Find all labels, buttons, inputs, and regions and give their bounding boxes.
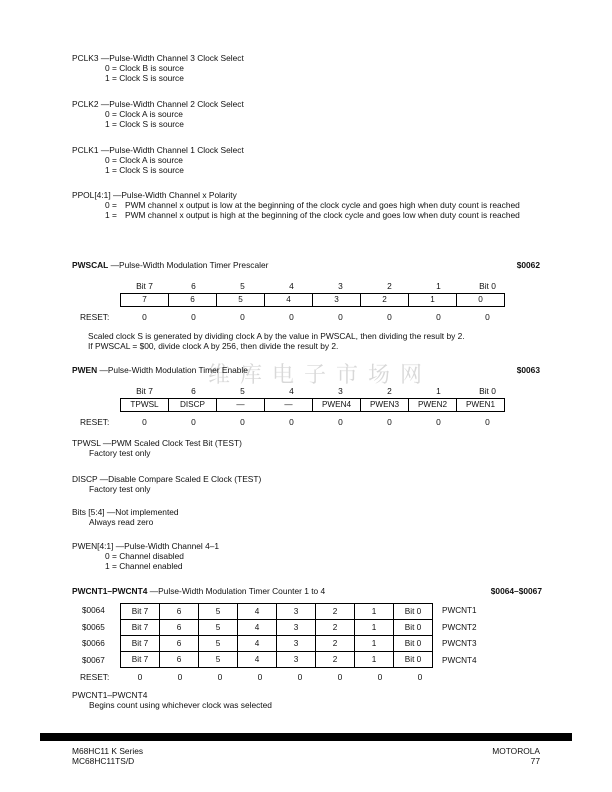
bit-number: 3 xyxy=(338,281,343,291)
register-cell: PWEN4 xyxy=(313,399,361,412)
register-cell: 3 xyxy=(277,636,316,652)
table-row xyxy=(121,652,433,668)
bit-number: Bit 7 xyxy=(136,281,153,291)
reset-value: 0 xyxy=(387,417,392,427)
pwscal-reset-values xyxy=(120,312,512,322)
reset-value: 0 xyxy=(289,417,294,427)
pwcnt-desc: —Pulse-Width Modulation Timer Counter 1 to 4 xyxy=(147,586,326,596)
discp-title: DISCP —Disable Compare Scaled E Clock (TEST) xyxy=(72,474,262,484)
pwscal-bit-numbers xyxy=(120,281,512,291)
bits54-title: Bits [5:4] —Not implemented xyxy=(72,507,179,517)
register-cell: 0 xyxy=(457,294,505,307)
footer-right xyxy=(492,746,540,766)
bit-number: 4 xyxy=(289,386,294,396)
pwen-reset-label: RESET: xyxy=(80,417,110,427)
pclk1-title: PCLK1 —Pulse-Width Channel 1 Clock Select xyxy=(72,145,244,155)
pwscal-register xyxy=(120,293,505,307)
pwscal-reset-label: RESET: xyxy=(80,312,110,322)
register-cell: 6 xyxy=(160,652,199,668)
pwcnt-row-address: $0066 xyxy=(82,639,105,648)
bit-number: 1 xyxy=(436,281,441,291)
pwcnt-address: $0064–$0067 xyxy=(490,586,542,596)
register-cell: DISCP xyxy=(169,399,217,412)
reset-value: 0 xyxy=(297,672,303,682)
register-cell: 4 xyxy=(238,620,277,636)
register-cell: 7 xyxy=(121,294,169,307)
ppol-key-0: 0 = xyxy=(105,200,117,210)
reset-value: 0 xyxy=(338,417,343,427)
tpwsl-title: TPWSL —PWM Scaled Clock Test Bit (TEST) xyxy=(72,438,242,448)
reset-value: 0 xyxy=(377,672,383,682)
register-cell: 3 xyxy=(277,620,316,636)
pwen-bits-value-0: 0 = Channel disabled xyxy=(105,551,184,561)
pwen-address: $0063 xyxy=(516,365,540,375)
bits54-body: Always read zero xyxy=(89,517,154,527)
footer-doc-number: MC68HC11TS/D xyxy=(72,756,135,766)
pwcnt-row-name: PWCNT3 xyxy=(442,639,477,648)
pwscal-note-line-1: Scaled clock S is generated by dividing clock A by the value in PWSCAL, then dividing the result by 2. xyxy=(88,331,465,341)
pclk3-value-0: 0 = Clock B is source xyxy=(105,63,184,73)
register-cell: 5 xyxy=(199,636,238,652)
reset-value: 0 xyxy=(289,312,294,322)
pclk2-value-1: 1 = Clock S is source xyxy=(105,119,184,129)
register-cell: PWEN1 xyxy=(457,399,505,412)
register-cell: — xyxy=(265,399,313,412)
register-cell: 2 xyxy=(316,604,355,620)
reset-value: 0 xyxy=(436,417,441,427)
pwcnt-row-name: PWCNT1 xyxy=(442,606,477,615)
register-cell: 4 xyxy=(238,604,277,620)
pwcnt-name: PWCNT1–PWCNT4 xyxy=(72,586,148,596)
ppol-value-1 xyxy=(72,210,542,220)
register-cell: 3 xyxy=(277,652,316,668)
ppol-title: PPOL[4:1] —Pulse-Width Channel x Polarity xyxy=(72,190,237,200)
reset-value: 0 xyxy=(177,672,183,682)
pclk1-section xyxy=(72,145,552,175)
pwen-bits-title: PWEN[4:1] —Pulse-Width Channel 4–1 xyxy=(72,541,220,551)
reset-value: 0 xyxy=(191,312,196,322)
tpwsl-section xyxy=(72,438,552,458)
reset-value: 0 xyxy=(240,417,245,427)
pwcnt-row-address: $0064 xyxy=(82,606,105,615)
register-cell: 5 xyxy=(199,652,238,668)
pclk2-value-0: 0 = Clock A is source xyxy=(105,109,183,119)
pwcnt-note-title: PWCNT1–PWCNT4 xyxy=(72,690,148,700)
register-cell: Bit 0 xyxy=(394,636,433,652)
pclk1-value-0: 0 = Clock A is source xyxy=(105,155,183,165)
ppol-section xyxy=(72,190,542,220)
footer-rule xyxy=(40,733,572,741)
register-cell: TPWSL xyxy=(121,399,169,412)
discp-section xyxy=(72,474,552,494)
register-cell: Bit 0 xyxy=(394,604,433,620)
register-cell: 1 xyxy=(355,652,394,668)
bit-number: Bit 7 xyxy=(136,386,153,396)
register-cell: 4 xyxy=(238,636,277,652)
pclk2-section xyxy=(72,99,552,129)
pwen-name: PWEN xyxy=(72,365,98,375)
table-row xyxy=(121,604,433,620)
pclk3-value-1: 1 = Clock S is source xyxy=(105,73,184,83)
register-cell: PWEN3 xyxy=(361,399,409,412)
watermark: 维库电子市场网 xyxy=(208,363,433,388)
reset-value: 0 xyxy=(142,312,147,322)
register-cell: 3 xyxy=(277,604,316,620)
ppol-value-0 xyxy=(72,200,542,210)
pwcnt-row-name: PWCNT2 xyxy=(442,623,477,632)
register-cell: PWEN2 xyxy=(409,399,457,412)
reset-value: 0 xyxy=(217,672,223,682)
pwscal-address: $0062 xyxy=(516,260,540,270)
register-cell: Bit 0 xyxy=(394,620,433,636)
pwcnt-reset-values xyxy=(120,672,440,682)
register-cell: 5 xyxy=(217,294,265,307)
register-cell: Bit 7 xyxy=(121,620,160,636)
register-cell: 3 xyxy=(313,294,361,307)
register-cell: 4 xyxy=(265,294,313,307)
reset-value: 0 xyxy=(436,312,441,322)
reset-value: 0 xyxy=(485,312,490,322)
table-row xyxy=(121,620,433,636)
register-cell: 6 xyxy=(160,620,199,636)
register-cell: 2 xyxy=(316,620,355,636)
pwcnt-reset-label: RESET: xyxy=(80,672,110,682)
bit-number: 3 xyxy=(338,386,343,396)
register-cell: — xyxy=(217,399,265,412)
reset-value: 0 xyxy=(387,312,392,322)
reset-value: 0 xyxy=(337,672,343,682)
reset-value: 0 xyxy=(240,312,245,322)
table-row xyxy=(121,636,433,652)
bits54-section xyxy=(72,507,552,527)
register-cell: 1 xyxy=(355,636,394,652)
register-cell: 2 xyxy=(361,294,409,307)
pwscal-name: PWSCAL xyxy=(72,260,109,270)
pclk3-section xyxy=(72,53,552,83)
pwcnt-note xyxy=(72,690,552,710)
pwen-heading xyxy=(72,365,540,375)
bit-number: 2 xyxy=(387,386,392,396)
reset-value: 0 xyxy=(417,672,423,682)
bit-number: 4 xyxy=(289,281,294,291)
footer-left xyxy=(72,746,143,766)
ppol-key-1: 1 = xyxy=(105,210,117,220)
ppol-text-0: PWM channel x output is low at the beginning of the clock cycle and goes high when duty count is reached xyxy=(125,200,520,210)
register-cell: Bit 7 xyxy=(121,604,160,620)
register-cell: 1 xyxy=(409,294,457,307)
pwen-reset-values xyxy=(120,417,512,427)
bit-number: 5 xyxy=(240,281,245,291)
register-cell: 5 xyxy=(199,620,238,636)
reset-value: 0 xyxy=(257,672,263,682)
discp-body: Factory test only xyxy=(89,484,151,494)
register-cell: Bit 7 xyxy=(121,652,160,668)
register-cell: 2 xyxy=(316,636,355,652)
pclk3-title: PCLK3 —Pulse-Width Channel 3 Clock Select xyxy=(72,53,244,63)
pwscal-note-line-2: If PWSCAL = $00, divide clock A by 256, then divide the result by 2. xyxy=(88,341,339,351)
pclk2-title: PCLK2 —Pulse-Width Channel 2 Clock Select xyxy=(72,99,244,109)
pwen-register xyxy=(120,398,505,412)
tpwsl-body: Factory test only xyxy=(89,448,151,458)
reset-value: 0 xyxy=(485,417,490,427)
bit-number: 6 xyxy=(191,386,196,396)
pwcnt-register-table xyxy=(120,603,433,668)
bit-number: 5 xyxy=(240,386,245,396)
register-cell: 4 xyxy=(238,652,277,668)
pwcnt-row-name: PWCNT4 xyxy=(442,656,477,665)
pwen-bits-value-1: 1 = Channel enabled xyxy=(105,561,183,571)
register-cell: 1 xyxy=(355,604,394,620)
pwen-bits-section xyxy=(72,541,552,571)
pwcnt-note-body: Begins count using whichever clock was selected xyxy=(89,700,272,710)
pwscal-heading xyxy=(72,260,540,270)
pwscal-desc: —Pulse-Width Modulation Timer Prescaler xyxy=(108,260,269,270)
register-cell: 6 xyxy=(169,294,217,307)
register-cell: 6 xyxy=(160,604,199,620)
pwcnt-row-address: $0067 xyxy=(82,656,105,665)
pwcnt-row-address: $0065 xyxy=(82,623,105,632)
bit-number: 6 xyxy=(191,281,196,291)
pwen-desc: —Pulse-Width Modulation Timer Enable xyxy=(97,365,248,375)
pclk1-value-1: 1 = Clock S is source xyxy=(105,165,184,175)
reset-value: 0 xyxy=(338,312,343,322)
footer-series: M68HC11 K Series xyxy=(72,746,144,756)
register-cell: 1 xyxy=(355,620,394,636)
reset-value: 0 xyxy=(191,417,196,427)
pwen-bit-numbers xyxy=(120,386,512,396)
register-cell: Bit 0 xyxy=(394,652,433,668)
page-number: 77 xyxy=(530,756,540,766)
pwscal-note xyxy=(88,331,548,351)
pwcnt-heading xyxy=(72,586,542,596)
footer-company: MOTOROLA xyxy=(492,746,540,756)
register-cell: 5 xyxy=(199,604,238,620)
register-cell: 2 xyxy=(316,652,355,668)
ppol-text-1: PWM channel x output is high at the beginning of the clock cycle and goes low when duty count is reached xyxy=(125,210,520,220)
bit-number: Bit 0 xyxy=(479,386,496,396)
bit-number: 1 xyxy=(436,386,441,396)
bit-number: 2 xyxy=(387,281,392,291)
register-cell: 6 xyxy=(160,636,199,652)
reset-value: 0 xyxy=(142,417,147,427)
bit-number: Bit 0 xyxy=(479,281,496,291)
reset-value: 0 xyxy=(137,672,143,682)
register-cell: Bit 7 xyxy=(121,636,160,652)
